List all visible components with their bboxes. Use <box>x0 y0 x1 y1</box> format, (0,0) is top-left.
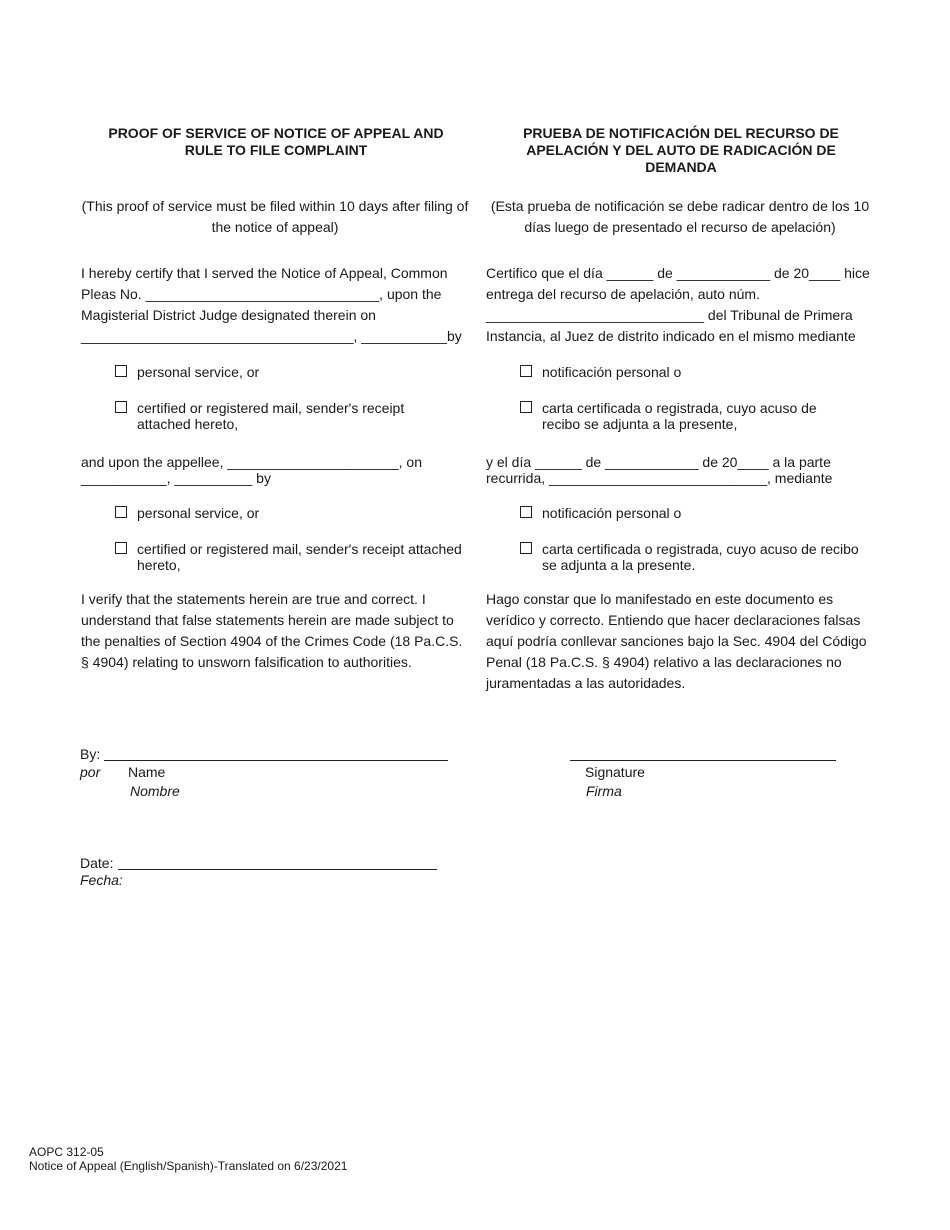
english-appellee-line-2: ___________, __________ by <box>81 470 271 486</box>
date-line[interactable] <box>118 869 437 870</box>
personal-service-checkbox[interactable] <box>115 365 127 377</box>
certified-mail-checkbox[interactable] <box>115 542 127 554</box>
english-certify-line-4: ___________________________________, ___________by <box>81 328 462 344</box>
spanish-certify-line-3: ____________________________ del Tribunal de Primera <box>486 307 853 323</box>
english-certify-line-1: I hereby certify that I served the Notice of Appeal, Common <box>81 265 448 281</box>
english-verification: I verify that the statements herein are true and correct. I understand that false statements herein are made subject to the penalties of Section 4904 of the Crimes Code (18 Pa.C.S. § 4904) relating to unsworn falsification to authorities. <box>81 591 463 670</box>
form-number: AOPC 312-05 <box>29 1145 104 1159</box>
signature-line[interactable] <box>570 760 836 761</box>
notificacion-personal-checkbox[interactable] <box>520 365 532 377</box>
spanish-certify-line-2: entrega del recurso de apelación, auto núm. <box>486 286 760 302</box>
spanish-appellee-line-1: y el día ______ de ____________ de 20____ a la parte <box>486 454 831 470</box>
spanish-certify-line-1: Certifico que el día ______ de ____________ de 20____ hice <box>486 265 870 281</box>
certified-mail-checkbox[interactable] <box>115 401 127 413</box>
english-title: PROOF OF SERVICE OF NOTICE OF APPEAL AND RULE TO FILE COMPLAINT <box>108 125 444 158</box>
checkbox-label: carta certificada o registrada, cuyo acuso de recibo se adjunta a la presente. <box>542 541 859 573</box>
translation-note: Notice of Appeal (English/Spanish)-Translated on 6/23/2021 <box>29 1159 348 1173</box>
spanish-filing-note: (Esta prueba de notificación se debe radicar dentro de los 10 días luego de presentado el recurso de apelación) <box>490 198 870 235</box>
notificacion-personal-checkbox[interactable] <box>520 506 532 518</box>
firma-label: Firma <box>586 783 622 799</box>
english-appellee-line-1: and upon the appellee, ______________________, on <box>81 454 422 470</box>
english-certify-line-3: Magisterial District Judge designated therein on <box>81 307 376 323</box>
fecha-label: Fecha: <box>80 872 123 888</box>
checkbox-label: certified or registered mail, sender's receipt attached hereto, <box>137 400 405 432</box>
date-label: Date: <box>80 855 114 871</box>
checkbox-label: notificación personal o <box>542 364 682 380</box>
por-label: por <box>80 764 101 780</box>
spanish-appellee-line-2: recurrida, ____________________________, mediante <box>486 470 833 486</box>
english-filing-note: (This proof of service must be filed within 10 days after filing of the notice of appeal) <box>81 198 469 235</box>
by-label: By: <box>80 746 101 762</box>
english-certify-line-2: Pleas No. ______________________________, upon the <box>81 286 442 302</box>
nombre-label: Nombre <box>130 783 180 799</box>
spanish-certify-line-4: Instancia, al Juez de distrito indicado en el mismo mediante <box>486 328 856 344</box>
name-label: Name <box>128 764 166 780</box>
spanish-verification: Hago constar que lo manifestado en este documento es verídico y correcto. Entiendo que hacer declaraciones falsas aquí podría conllevar sanciones bajo la Sec. 4904 del Código Penal (18 Pa.C.S. § 4904) relativo a las declaraciones no juramentadas a las autoridades. <box>486 591 867 691</box>
checkbox-label: notificación personal o <box>542 505 682 521</box>
checkbox-label: certified or registered mail, sender's receipt attached hereto, <box>137 541 462 573</box>
carta-certificada-checkbox[interactable] <box>520 401 532 413</box>
spanish-title: PRUEBA DE NOTIFICACIÓN DEL RECURSO DE APELACIÓN Y DEL AUTO DE RADICACIÓN DE DEMANDA <box>523 125 839 175</box>
carta-certificada-checkbox[interactable] <box>520 542 532 554</box>
name-signature-line[interactable] <box>104 760 448 761</box>
signature-label: Signature <box>585 764 645 780</box>
checkbox-label: personal service, or <box>137 505 260 521</box>
personal-service-checkbox[interactable] <box>115 506 127 518</box>
checkbox-label: carta certificada o registrada, cuyo acuso de recibo se adjunta a la presente, <box>542 400 817 432</box>
checkbox-label: personal service, or <box>137 364 260 380</box>
